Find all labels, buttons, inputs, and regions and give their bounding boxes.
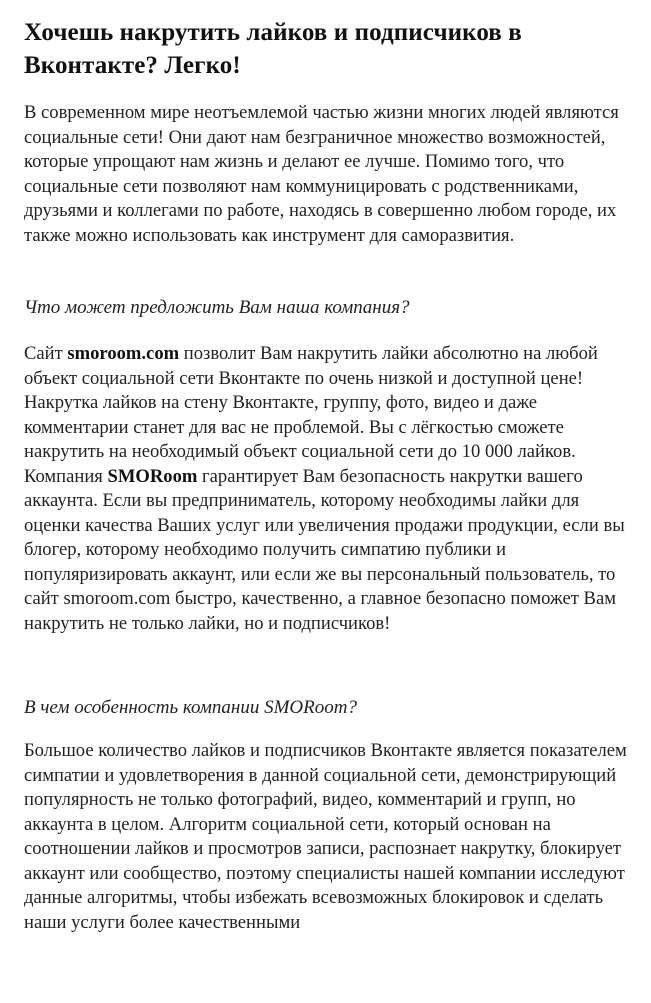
site-name-bold: smoroom.com (67, 343, 180, 364)
subheading-company-features: В чем особенность компании SMORoom? (24, 697, 357, 718)
offer-paragraph (24, 342, 632, 636)
company-name-bold: SMORoom (107, 465, 198, 487)
intro-paragraph: В современном мире неотъемлемой частью жизни многих людей являются социальные сети! Они дают нам безграничное множество возможностей, которые упрощают нам жизнь и делают ее лучше. Помимо того, что социальные сети позволяют нам коммуницировать с родственниками, друзьями и коллегами по работе, находясь в совершенно любом городе, их также можно использовать как инструмент для саморазвития. (24, 102, 619, 246)
features-paragraph: Большое количество лайков и подписчиков Вконтакте является показателем симпатии и удовлетворения в данной социальной сети, демонстрирующий популярность не только фотографий, видео, комментарий и групп, но аккаунта в целом. Алгоритм социальной сети, который основан на соотношении лайков и просмотров записи, распознает накрутку, блокирует аккаунт или сообщество, поэтому специалисты нашей компании исследуют данные алгоритмы, чтобы избежать всевозможных блокировок и сделать наши услуги более качественными (24, 740, 627, 933)
offer-text-part-1: Сайт (24, 343, 68, 364)
subheading-company-offer: Что может предложить Вам наша компания? (24, 297, 410, 318)
offer-text-part-2: позволит Вам накрутить лайки абсолютно на любой объект социальной сети Вконтакте по очень низкой и доступной цене! Накрутка лайков на стену Вконтакте, группу, фото, видео и даже комментарии станет для вас не проблемой. Вы с лёгкостью сможете накрутить на необходимый объект социальной сети до 10 000 лайков. Компания (24, 343, 598, 487)
page-title: Хочешь накрутить лайков и подписчиков в Вконтакте? Легко! (24, 19, 522, 79)
offer-text-part-3: гарантирует Вам безопасность накрутки вашего аккаунта. Если вы предприниматель, которому необходимы лайки для оценки качества Ваших услуг или увеличения продажи продукции, если вы блогер, которому необходимо получить симпатию публики и популяризировать аккаунт, или если же вы персональный пользователь, то сайт smoroom.com быстро, качественно, а главное безопасно поможет Вам накрутить не только лайки, но и подписчиков! (24, 465, 625, 634)
